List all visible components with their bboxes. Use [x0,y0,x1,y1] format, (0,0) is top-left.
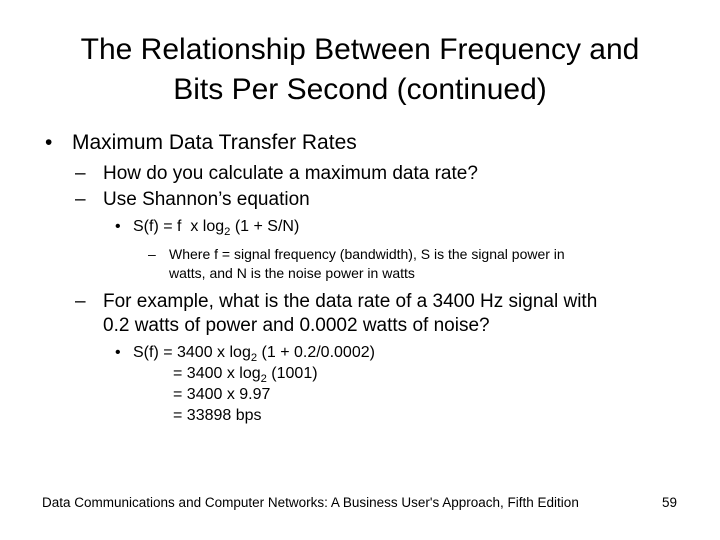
dash-marker: – [75,189,86,210]
bullet-text: Maximum Data Transfer Rates [72,131,357,154]
calc1-prefix: S(f) = 3400 x log [133,344,251,361]
bullet-max-rates [45,131,357,155]
formula-suffix: (1 + S/N) [230,218,300,235]
calc2-suffix: (1001) [266,365,318,382]
sub-bullet-how-calc [75,163,478,185]
slide-title [0,30,720,110]
calc1-suffix: (1 + 0.2/0.0002) [257,344,375,361]
calc-line-3: = 3400 x 9.97 [173,386,271,403]
sub-bullet-text: Use Shannon’s equation [103,189,310,210]
calc-bullet [115,344,375,364]
title-line-2: Bits Per Second (continued) [173,73,547,106]
dash-marker: – [148,246,156,262]
where-bullet [148,246,565,262]
formula-bullet [115,218,300,238]
title-line-1: The Relationship Between Frequency and [80,33,640,66]
dash-marker: – [75,291,86,312]
calc2-prefix: = 3400 x log [173,365,261,382]
example-line-2: 0.2 watts of power and 0.0002 watts of noise? [103,315,490,336]
where-line-1: Where f = signal frequency (bandwidth), S is the signal power in [169,246,565,262]
where-line-2: watts, and N is the noise power in watts [169,265,415,281]
formula-subscript: 2 [224,225,231,238]
calc-line-4: = 33898 bps [173,407,262,424]
formula-prefix: S(f) = f x log [133,218,225,235]
dash-marker: – [75,163,86,184]
calc-line-1 [133,344,375,362]
bullet-marker: • [45,131,53,154]
calc-line-2 [173,365,318,383]
formula-text [133,218,299,236]
sub-bullet-use-shannon [75,189,310,211]
calc1-subscript: 2 [250,351,258,364]
bullet-marker: • [115,218,121,235]
footer-text: Data Communications and Computer Networks: A Business User's Approach, Fifth Edition [42,495,579,510]
example-line-1: For example, what is the data rate of a 3400 Hz signal with [103,291,598,312]
bullet-marker: • [115,344,121,361]
sub-bullet-text: How do you calculate a maximum data rate? [103,163,478,184]
calc2-subscript: 2 [260,372,267,385]
page-number: 59 [662,495,678,510]
sub-bullet-example [75,291,598,313]
